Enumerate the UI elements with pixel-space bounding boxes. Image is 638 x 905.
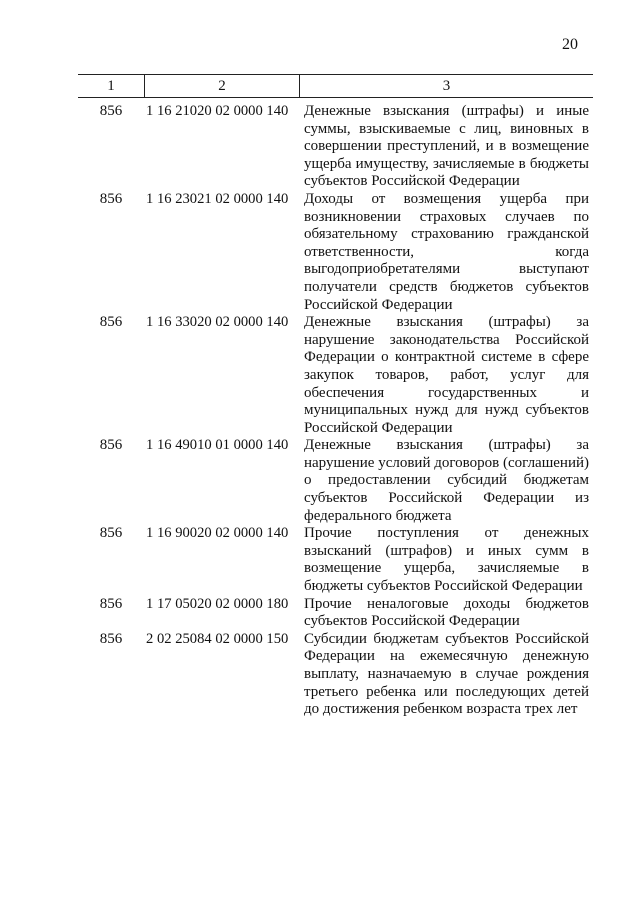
budget-code: 1 16 33020 02 0000 140 (146, 314, 289, 331)
income-name: Прочие поступления от денежных взысканий (штрафов) и иных сумм в возмещение ущерба, зачисляемые в бюджеты субъектов Российской Федерации (304, 525, 589, 595)
table-row (78, 314, 593, 437)
header-col-3: 3 (442, 77, 451, 94)
table-header (78, 74, 593, 98)
admin-code: 856 (99, 103, 123, 119)
table-body (78, 103, 593, 719)
income-name: Денежные взыскания (штрафы) за нарушение условий договоров (соглашений) о предоставлении субсидий бюджетам субъектов Российской Федерации из федерального бюджета (304, 437, 589, 524)
header-col-2: 2 (145, 75, 300, 97)
budget-code: 1 16 23021 02 0000 140 (146, 190, 289, 207)
income-name: Денежные взыскания (штрафы) и иные суммы, взыскиваемые с лиц, виновных в совершении преступлений, и в возмещение ущерба имуществу, зачисляемые в бюджеты субъектов Российской Федерации (304, 103, 589, 190)
budget-code: 1 17 05020 02 0000 180 (146, 595, 289, 612)
admin-code: 856 (99, 595, 123, 612)
budget-code: 1 16 21020 02 0000 140 (146, 103, 289, 119)
table-row (78, 191, 593, 314)
table-row (78, 525, 593, 595)
income-name: Доходы от возмещения ущерба при возникновении страховых случаев по обязательному страхованию гражданской ответственности, когда выгодоприобретателями выступают получатели средств бюджетов субъектов Российской Федерации (304, 190, 589, 313)
budget-code: 1 16 49010 01 0000 140 (146, 437, 289, 454)
admin-code: 856 (99, 437, 123, 454)
budget-code: 2 02 25084 02 0000 150 (146, 630, 289, 647)
header-col-1: 1 (78, 75, 145, 97)
admin-code: 856 (99, 525, 123, 542)
admin-code: 856 (99, 630, 123, 647)
admin-code: 856 (99, 314, 123, 331)
table-row (78, 437, 593, 525)
table-row (78, 631, 593, 719)
page-number: 20 (562, 36, 578, 53)
income-name: Денежные взыскания (штрафы) за нарушение законодательства Российской Федерации о контрактной системе в сфере закупок товаров, работ, услуг для обеспечения государственных и муниципальных нужд для нужд субъектов Российской Федерации (304, 314, 589, 436)
admin-code: 856 (99, 190, 123, 207)
table-row (78, 103, 593, 191)
income-name: Субсидии бюджетам субъектов Российской Федерации на ежемесячную денежную выплату, назначаемую в случае рождения третьего ребенка или последующих детей до достижения ребенком возраста трех лет (304, 630, 589, 718)
budget-code: 1 16 90020 02 0000 140 (146, 525, 289, 542)
table-row (78, 596, 593, 631)
income-name: Прочие неналоговые доходы бюджетов субъектов Российской Федерации (304, 595, 589, 630)
